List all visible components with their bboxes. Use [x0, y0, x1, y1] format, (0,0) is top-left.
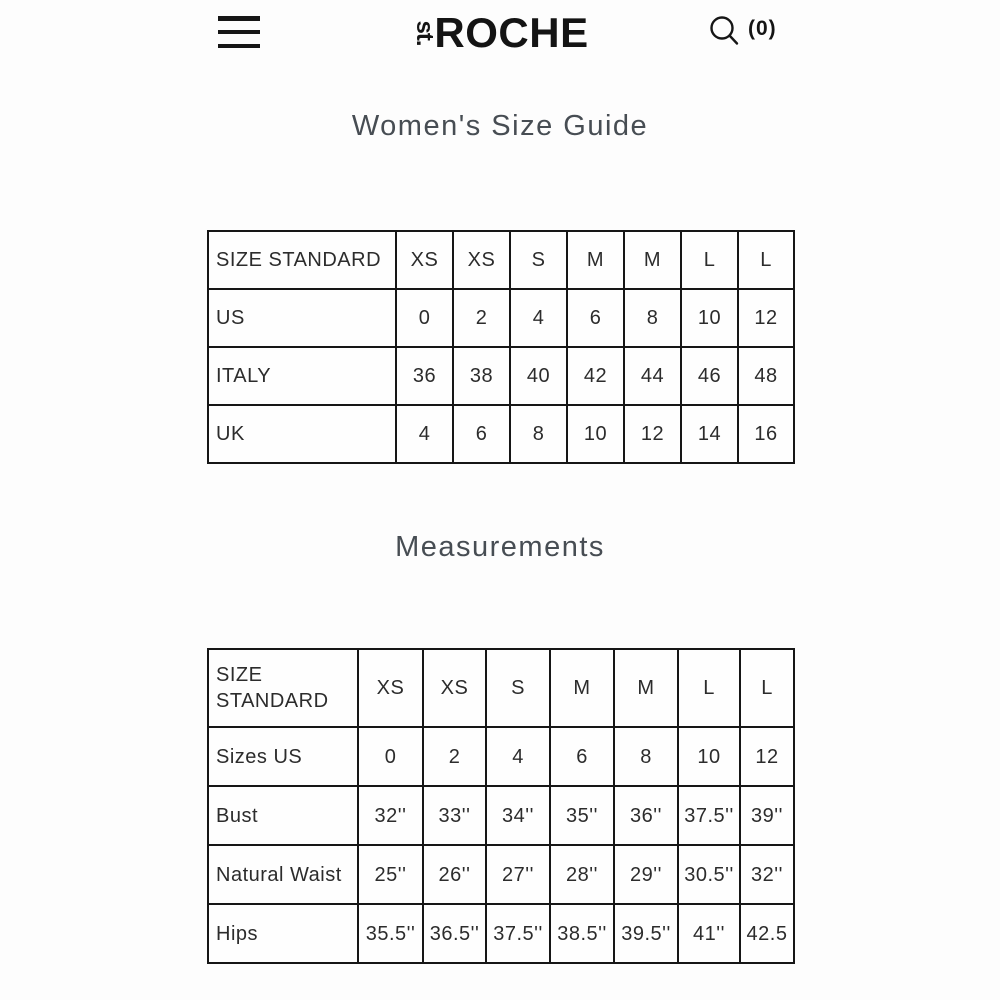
row-label-cell: UK: [208, 405, 396, 463]
row-label-cell: SIZE STANDARD: [208, 231, 396, 289]
value-cell: 2: [453, 289, 510, 347]
value-cell: 30.5'': [678, 845, 740, 904]
row-label-cell: Bust: [208, 786, 358, 845]
value-cell: 39'': [740, 786, 794, 845]
value-cell: S: [486, 649, 550, 727]
measurements-title: Measurements: [395, 531, 605, 563]
measurements-table-body: [208, 649, 794, 963]
logo-prefix: st.: [410, 20, 438, 46]
value-cell: 36: [396, 347, 453, 405]
value-cell: 42.5: [740, 904, 794, 963]
value-cell: XS: [358, 649, 423, 727]
value-cell: 35.5'': [358, 904, 423, 963]
page-title: Women's Size Guide: [351, 110, 649, 142]
value-cell: 34'': [486, 786, 550, 845]
value-cell: 42: [567, 347, 624, 405]
value-cell: L: [681, 231, 738, 289]
row-label-cell: Sizes US: [208, 727, 358, 786]
value-cell: 8: [614, 727, 678, 786]
hamburger-bar: [218, 30, 260, 35]
value-cell: 38: [453, 347, 510, 405]
value-cell: 48: [738, 347, 794, 405]
value-cell: M: [567, 231, 624, 289]
table-row: [208, 904, 794, 963]
site-header: [0, 0, 1000, 75]
logo-name: ROCHE: [434, 9, 589, 56]
value-cell: 32'': [358, 786, 423, 845]
search-icon-glyph: [707, 14, 743, 50]
row-label-cell: Natural Waist: [208, 845, 358, 904]
value-cell: M: [614, 649, 678, 727]
value-cell: 0: [358, 727, 423, 786]
value-cell: 14: [681, 405, 738, 463]
value-cell: 36.5'': [423, 904, 486, 963]
value-cell: 37.5'': [486, 904, 550, 963]
value-cell: 38.5'': [550, 904, 614, 963]
search-icon[interactable]: [706, 14, 744, 52]
row-label-cell: Hips: [208, 904, 358, 963]
value-cell: M: [550, 649, 614, 727]
value-cell: 41'': [678, 904, 740, 963]
logo[interactable]: [411, 8, 588, 58]
value-cell: 36'': [614, 786, 678, 845]
value-cell: 35'': [550, 786, 614, 845]
size-standard-table: [207, 230, 795, 464]
measurements-table: [207, 648, 795, 964]
table-row: [208, 405, 794, 463]
value-cell: 32'': [740, 845, 794, 904]
row-label-cell: US: [208, 289, 396, 347]
value-cell: 10: [681, 289, 738, 347]
hamburger-bar: [218, 44, 260, 49]
table-row: [208, 231, 794, 289]
value-cell: 10: [678, 727, 740, 786]
value-cell: XS: [453, 231, 510, 289]
value-cell: 39.5'': [614, 904, 678, 963]
value-cell: 12: [740, 727, 794, 786]
value-cell: 40: [510, 347, 567, 405]
value-cell: 6: [453, 405, 510, 463]
table-row: [208, 649, 794, 727]
table-row: [208, 845, 794, 904]
value-cell: L: [738, 231, 794, 289]
table-row: [208, 786, 794, 845]
value-cell: 8: [624, 289, 681, 347]
value-cell: M: [624, 231, 681, 289]
hamburger-icon[interactable]: [218, 16, 260, 48]
value-cell: 33'': [423, 786, 486, 845]
value-cell: 4: [396, 405, 453, 463]
table-row: [208, 347, 794, 405]
value-cell: 26'': [423, 845, 486, 904]
value-cell: L: [740, 649, 794, 727]
table-row: [208, 727, 794, 786]
value-cell: 8: [510, 405, 567, 463]
value-cell: 4: [510, 289, 567, 347]
value-cell: 10: [567, 405, 624, 463]
row-label-cell: ITALY: [208, 347, 396, 405]
size-standard-table-body: [208, 231, 794, 463]
value-cell: 2: [423, 727, 486, 786]
value-cell: 6: [567, 289, 624, 347]
cart-count[interactable]: (0): [748, 17, 777, 40]
value-cell: 12: [738, 289, 794, 347]
value-cell: 16: [738, 405, 794, 463]
value-cell: 12: [624, 405, 681, 463]
value-cell: 29'': [614, 845, 678, 904]
value-cell: 37.5'': [678, 786, 740, 845]
value-cell: 6: [550, 727, 614, 786]
value-cell: 4: [486, 727, 550, 786]
value-cell: 28'': [550, 845, 614, 904]
value-cell: 25'': [358, 845, 423, 904]
value-cell: 27'': [486, 845, 550, 904]
value-cell: 46: [681, 347, 738, 405]
value-cell: XS: [396, 231, 453, 289]
value-cell: 0: [396, 289, 453, 347]
table-row: [208, 289, 794, 347]
value-cell: XS: [423, 649, 486, 727]
row-label-cell: SIZE STANDARD: [208, 649, 358, 727]
value-cell: L: [678, 649, 740, 727]
hamburger-bar: [218, 16, 260, 21]
value-cell: 44: [624, 347, 681, 405]
value-cell: S: [510, 231, 567, 289]
